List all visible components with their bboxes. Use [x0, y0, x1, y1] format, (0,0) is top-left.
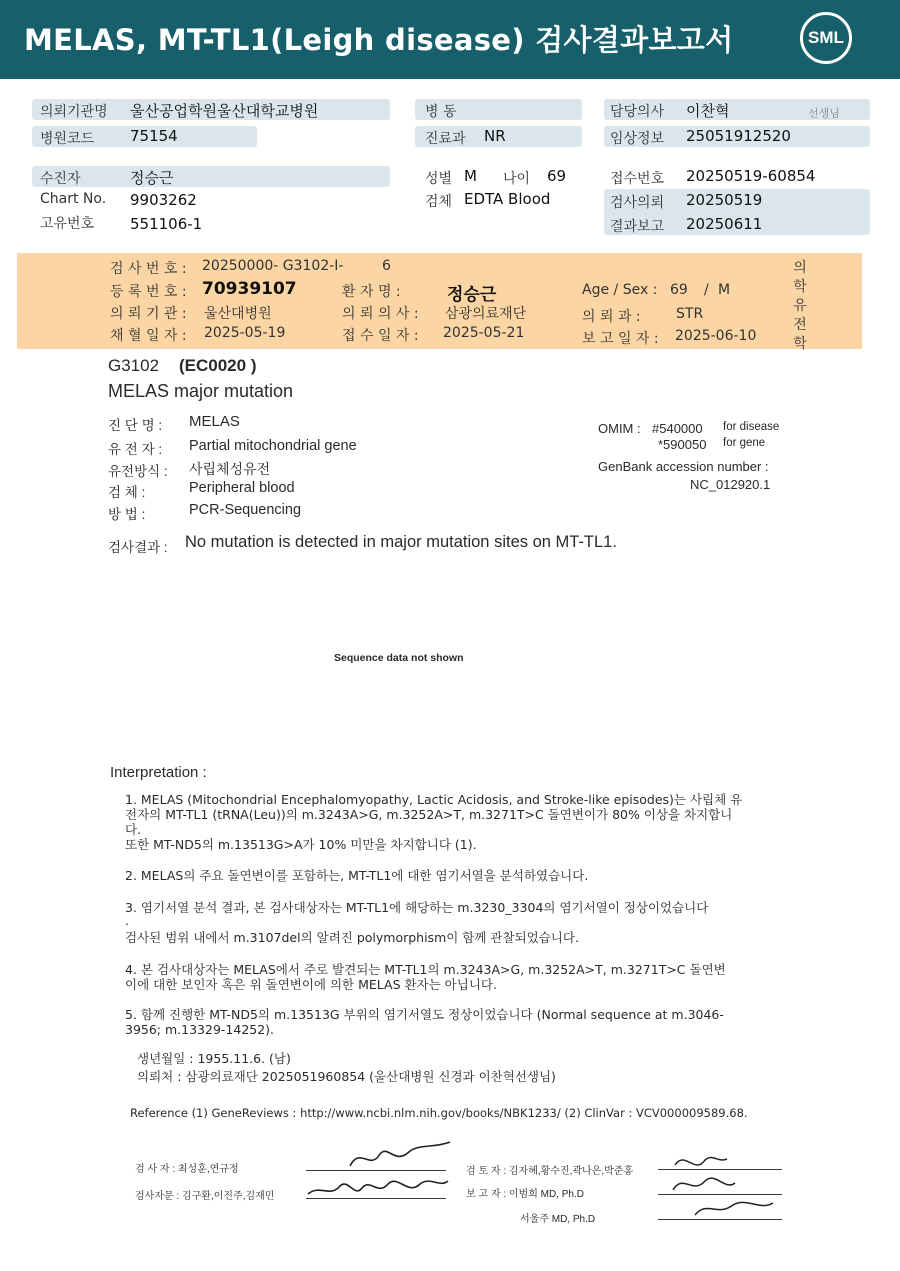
interp-p4-line2: 이에 대한 보인자 혹은 위 돌연변이에 의한 MELAS 환자는 아닙니다.	[125, 977, 497, 992]
hospital-value: 울산공업학원울산대학교병원	[130, 102, 319, 120]
report-value: 20250611	[686, 215, 763, 233]
unique-label: 고유번호	[40, 216, 95, 232]
hospital-label: 의뢰기관명	[40, 104, 108, 120]
dept-vertical-label: 의학유전학	[793, 260, 807, 352]
specimen-value: EDTA Blood	[464, 190, 551, 208]
method-label: 방 법 :	[108, 507, 146, 522]
sml-logo	[800, 12, 852, 64]
unique-value: 551106-1	[130, 215, 203, 233]
reviewer: 검 토 자 : 김자혜,황수진,곽나은,박준홍	[466, 1166, 634, 1177]
reg-no-label: 등 록 번 호 :	[110, 284, 187, 300]
test-code-2: (EC0020 )	[179, 356, 257, 375]
doctor-value: 이찬혁	[686, 102, 730, 120]
sequence-note: Sequence data not shown	[334, 652, 464, 664]
receipt-label: 접수번호	[610, 171, 665, 187]
spec-label: 검 체 :	[108, 485, 146, 500]
interp-p1-line2: 전자의 MT-TL1 (tRNA(Leu))의 m.3243A>G, m.3252A>T, m.3271T>C 돌연변이가 80% 이상을 차지합니	[125, 807, 733, 822]
omim-gene-note: for gene	[723, 437, 766, 449]
sex-value: M	[464, 167, 477, 185]
age-sex-separator: /	[704, 282, 709, 298]
lab-patient-value: 정승근	[447, 285, 497, 305]
date-of-birth: 생년월일 : 1955.11.6. (남)	[137, 1051, 291, 1066]
report-title: MELAS, MT-TL1(Leigh disease) 검사결과보고서	[24, 23, 734, 57]
signature-scribble-right	[655, 1145, 785, 1225]
ward-label: 병 동	[425, 104, 457, 120]
advisor: 검사자문 : 김구환,이진주,김재민	[135, 1191, 275, 1202]
interp-p1-line1: 1. MELAS (Mitochondrial Encephalomyopathy, Lactic Acidosis, and Stroke-like episodes)는 사립체 유	[125, 792, 743, 807]
dept-label: 진료과	[425, 131, 466, 147]
test-code: G3102	[108, 356, 160, 375]
lab-sex-value: M	[718, 282, 731, 298]
reg-no-value: 70939107	[202, 279, 297, 299]
test-no-suffix: 6	[382, 258, 391, 274]
inst-value: 울산대병원	[204, 306, 272, 322]
gene-value: Partial mitochondrial gene	[189, 438, 357, 454]
omim-disease: #540000	[652, 421, 703, 436]
chart-label: Chart No.	[40, 191, 107, 207]
request-value: 20250519	[686, 191, 763, 209]
omim-gene: *590050	[658, 437, 707, 452]
interpretation-title: Interpretation :	[110, 764, 207, 781]
inherit-value: 사립체성유전	[189, 461, 271, 477]
lab-report-label: 보 고 일 자 :	[582, 331, 659, 347]
report-label: 결과보고	[610, 219, 665, 235]
test-no-label: 검 사 번 호 :	[110, 261, 187, 277]
interp-p1-line3: 다.	[125, 822, 142, 837]
interp-p3-line1: 3. 염기서열 분석 결과, 본 검사대상자는 MT-TL1에 해당하는 m.3230_3304의 염기서열이 정상이었습니다	[125, 900, 709, 915]
genbank-value: NC_012920.1	[690, 477, 771, 492]
req-doc-label: 의 뢰 의 사 :	[342, 306, 419, 322]
specimen-label: 검체	[425, 194, 453, 210]
receive-label: 접 수 일 자 :	[342, 328, 419, 344]
interp-p4-line1: 4. 본 검사대상자는 MELAS에서 주로 발견되는 MT-TL1의 m.3243A>G, m.3252A>T, m.3271T>C 돌연변	[125, 962, 726, 977]
reporter-2: 서울주 MD, Ph.D	[520, 1214, 596, 1225]
doctor-label: 담당의사	[610, 104, 665, 120]
collect-value: 2025-05-19	[204, 325, 286, 341]
result-value: No mutation is detected in major mutation sites on MT-TL1.	[185, 533, 617, 551]
genbank-label: GenBank accession number :	[598, 459, 769, 474]
signature-scribble-left	[300, 1136, 460, 1216]
lab-dept-value: STR	[676, 306, 704, 322]
req-doc-value: 삼광의료재단	[445, 306, 527, 322]
diag-value: MELAS	[189, 413, 240, 430]
test-name: MELAS major mutation	[108, 381, 294, 401]
inherit-label: 유전방식 :	[108, 464, 168, 479]
referrer: 의뢰처 : 삼광의료재단 2025051960854 (울산대병원 신경과 이찬혁선생님)	[137, 1069, 556, 1084]
interp-p1-line4: 또한 MT-ND5의 m.13513G>A가 10% 미만을 차지합니다 (1).	[125, 837, 477, 852]
patient-value: 정승근	[130, 169, 174, 187]
inst-label: 의 뢰 기 관 :	[110, 306, 187, 322]
chart-value: 9903262	[130, 191, 197, 209]
age-sex-label: Age / Sex :	[582, 282, 658, 298]
reference: Reference (1) GeneReviews : http://www.ncbi.nlm.nih.gov/books/NBK1233/ (2) ClinVar : VCV000009589.68.	[130, 1106, 748, 1120]
doctor-suffix: 선생님	[808, 107, 840, 120]
request-label: 검사의뢰	[610, 195, 665, 211]
method-value: PCR-Sequencing	[189, 502, 302, 518]
omim-disease-note: for disease	[723, 421, 780, 433]
hospital-code-value: 75154	[130, 127, 178, 145]
lab-dept-label: 의 뢰 과 :	[582, 309, 641, 325]
tester: 검 사 자 : 최성훈,연규정	[135, 1164, 239, 1175]
interp-p5-line2: 3956; m.13329-14252).	[125, 1022, 275, 1037]
collect-label: 채 혈 일 자 :	[110, 328, 187, 344]
logo-text: SML	[808, 28, 844, 47]
sex-label: 성별	[425, 171, 453, 187]
age-value: 69	[547, 167, 567, 185]
dept-value: NR	[484, 127, 506, 145]
lab-patient-label: 환 자 명 :	[342, 284, 401, 300]
test-no-value: 20250000- G3102-I-	[202, 258, 344, 274]
spec-value: Peripheral blood	[189, 480, 295, 496]
omim-label: OMIM :	[598, 421, 641, 436]
interp-p2: 2. MELAS의 주요 돌연변이를 포함하는, MT-TL1에 대한 염기서열을 분석하였습니다.	[125, 868, 589, 883]
clinical-label: 임상정보	[610, 131, 665, 147]
reporter: 보 고 자 : 이범희 MD, Ph.D	[466, 1189, 584, 1200]
lab-age-value: 69	[670, 282, 688, 298]
gene-label: 유 전 자 :	[108, 442, 163, 457]
patient-label: 수진자	[40, 171, 81, 187]
lab-report-value: 2025-06-10	[675, 328, 757, 344]
age-label: 나이	[503, 171, 531, 187]
clinical-value: 25051912520	[686, 127, 791, 145]
receive-value: 2025-05-21	[443, 325, 525, 341]
receipt-value: 20250519-60854	[686, 167, 816, 185]
hospital-code-label: 병원코드	[40, 131, 95, 147]
interp-p3-line3: 검사된 범위 내에서 m.3107del의 알려진 polymorphism이 함께 관찰되었습니다.	[125, 930, 579, 945]
diag-label: 진 단 명 :	[108, 418, 163, 433]
result-label: 검사결과 :	[108, 540, 168, 555]
interp-p5-line1: 5. 함께 진행한 MT-ND5의 m.13513G 부위의 염기서열도 정상이었습니다 (Normal sequence at m.3046-	[125, 1007, 724, 1022]
interp-p3-line2: .	[125, 913, 129, 928]
report-header	[0, 0, 900, 79]
patient-row	[32, 166, 390, 187]
